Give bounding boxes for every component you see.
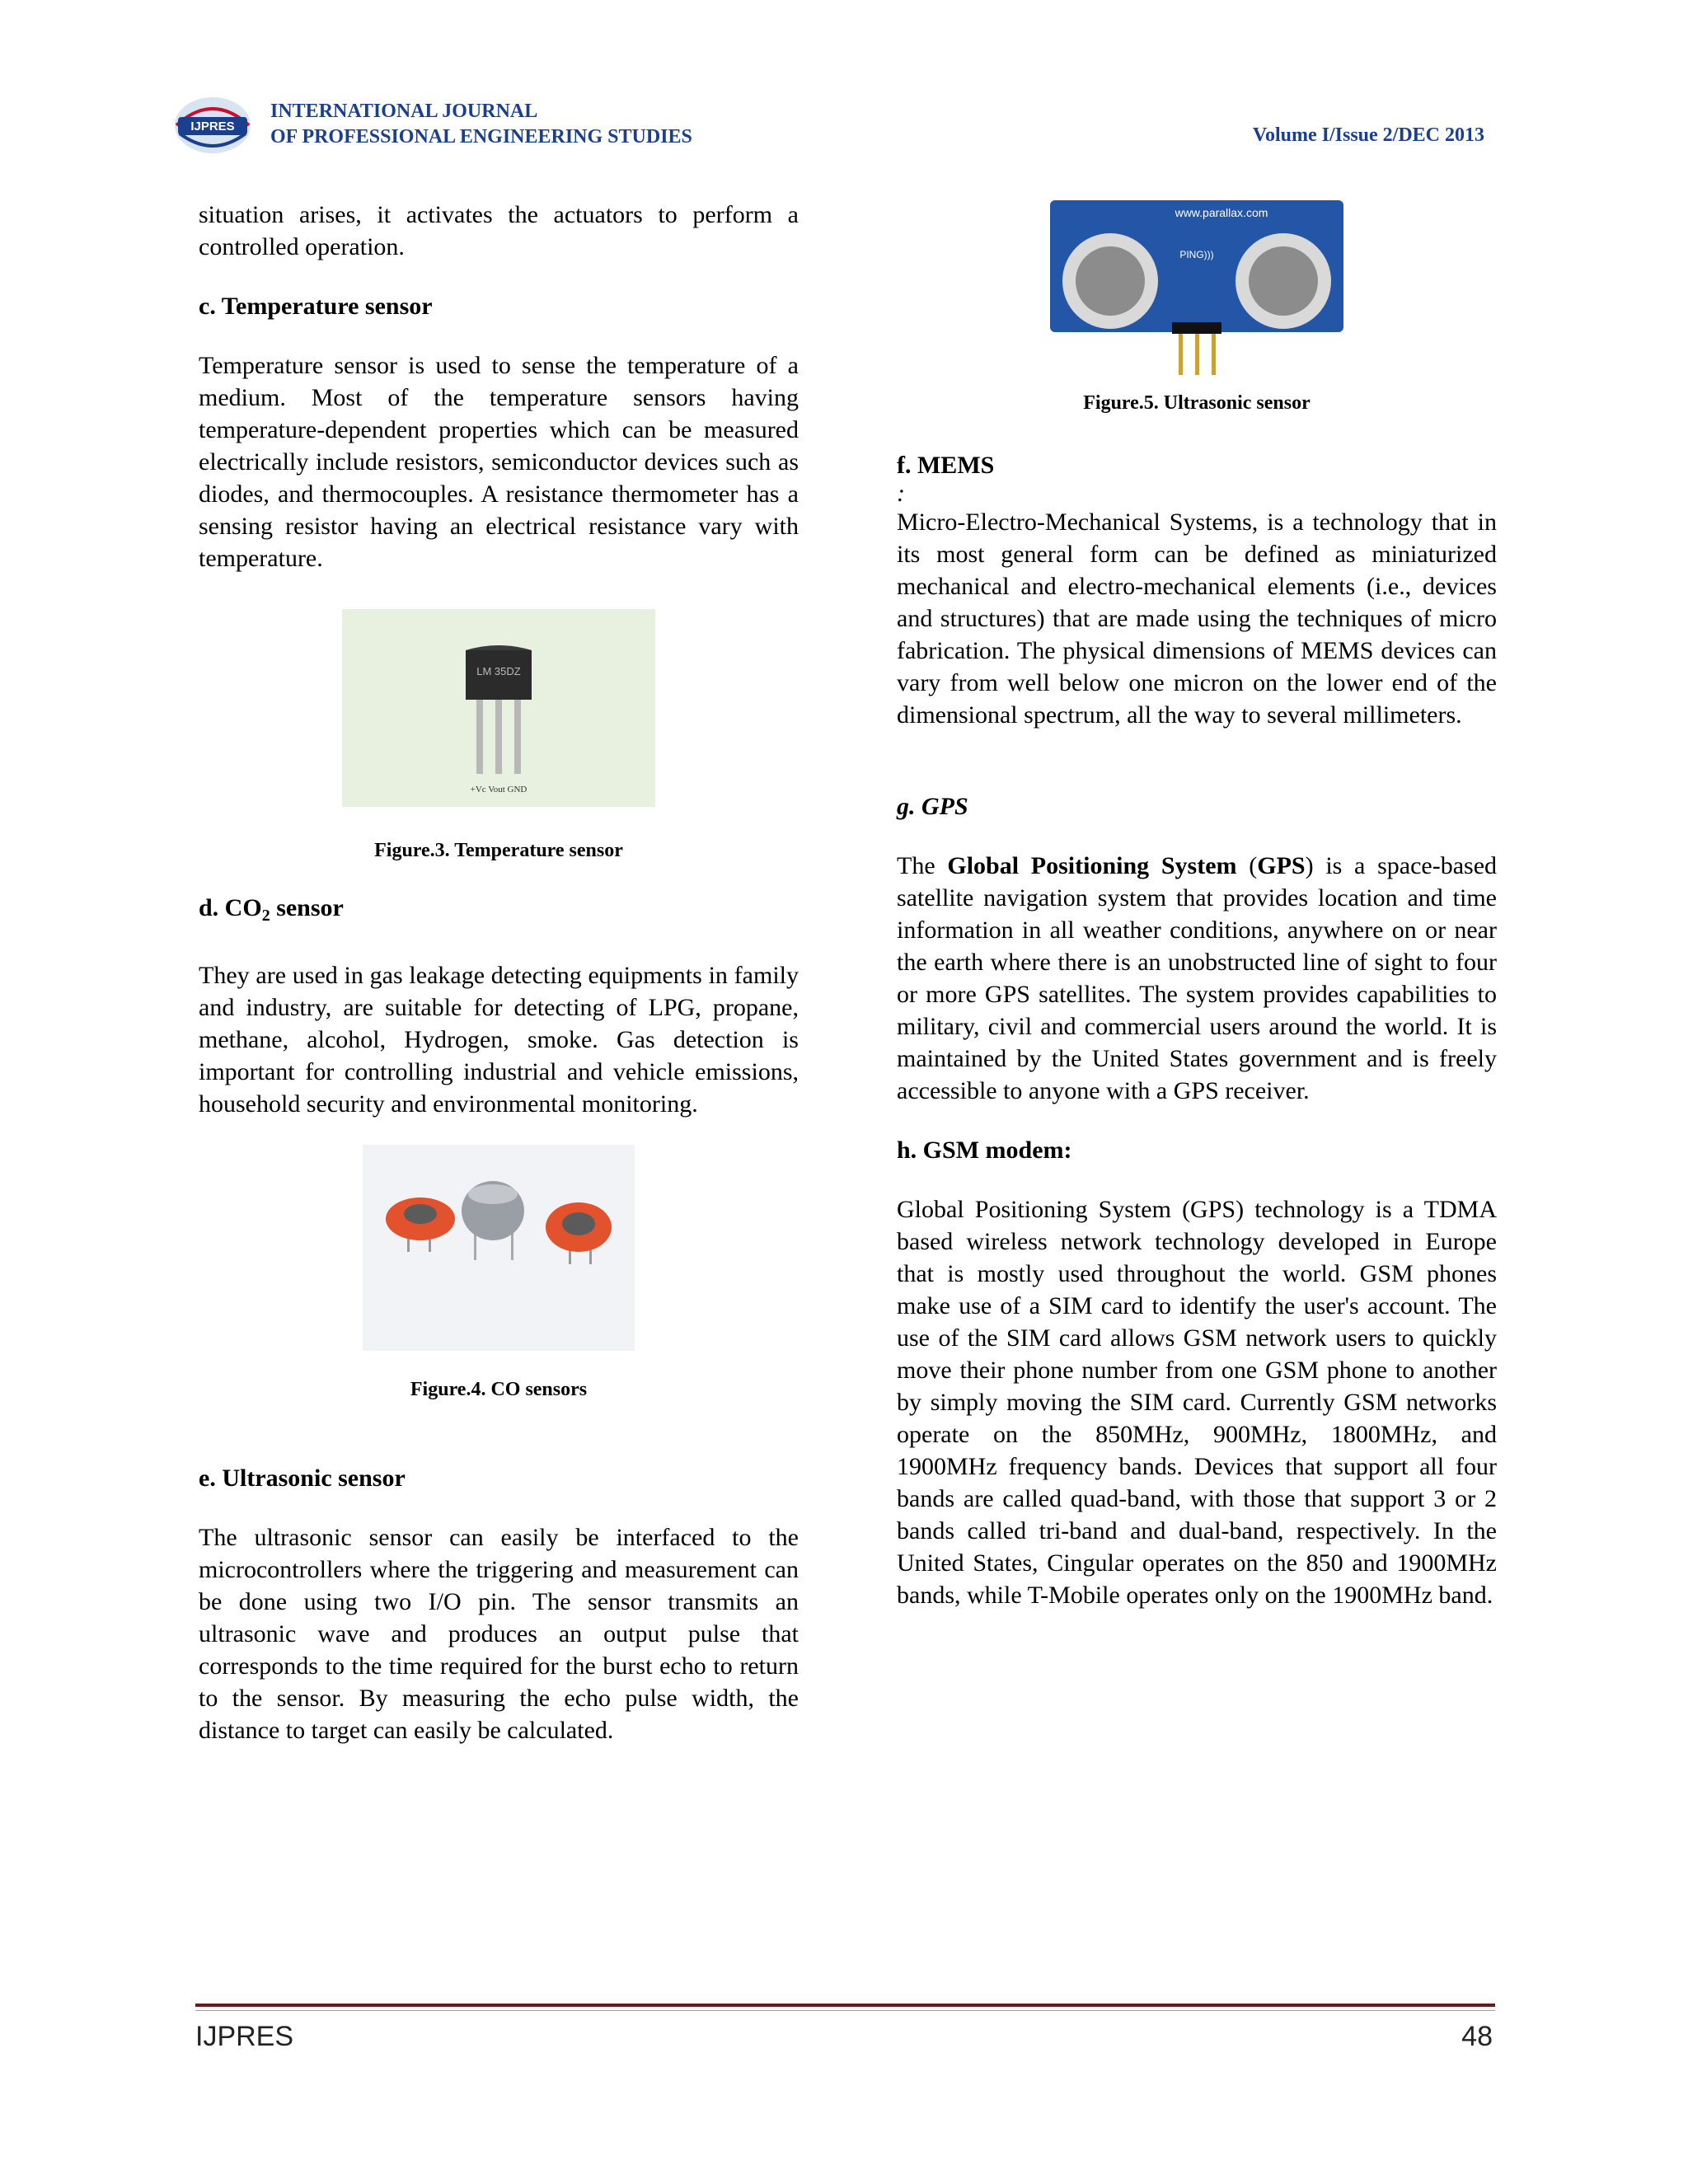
figure-5-caption: Figure.5. Ultrasonic sensor: [1083, 392, 1311, 414]
journal-title: INTERNATIONAL JOURNAL OF PROFESSIONAL ENGINEERING STUDIES: [270, 101, 692, 148]
left-column: [199, 199, 799, 1774]
page-number: 48: [1461, 2021, 1493, 2052]
section-g-text: The Global Positioning System (GPS) is a space-based satellite navigation system that provides location and time information in all weather conditions, anywhere on or near the earth where there is an unobstructed line of sight to four or more GPS satellites. The system provides capabilities to military, civil and commercial users around the world. It is maintained by the United States government and is freely accessible to anyone with a GPS receiver.: [897, 852, 1498, 1104]
footer-journal: IJPRES: [195, 2021, 294, 2052]
figure-4-caption: Figure.4. CO sensors: [410, 1379, 588, 1400]
ultrasonic-sensor-image: [1048, 199, 1345, 376]
section-c-text: Temperature sensor is used to sense the temperature of a medium. Most of the temperature sensors having temperature-dependent properties which can be measured electrically include resistors, semiconductor devices such as diodes, and thermocouples. A resistance thermometer has a sensing resistor having an electrical resistance vary with temperature.: [199, 352, 799, 572]
svg-text:LM 35DZ: LM 35DZ: [476, 665, 521, 677]
figure-3: [199, 609, 799, 807]
right-column: [897, 199, 1497, 1638]
section-h-text: Global Positioning System (GPS) technology is a TDMA based wireless network technology developed in Europe that is mostly used throughout the world. GSM phones make use of a SIM card to identify the user's account. The use of the SIM card allows GSM network users to quickly move their phone number from one GSM phone to another by simply moving the SIM card. Currently GSM networks operate on the 850MHz, 900MHz, 1800MHz, and 1900MHz frequency bands. Devices that support all four bands are called quad-band, with those that support 3 or 2 bands called tri-band and dual-band, respectively. In the United States, Cingular operates on the 850 and 1900MHz bands, while T-Mobile operates only on the 1900MHz band.: [897, 1196, 1497, 1609]
section-c-heading: c. Temperature sensor: [199, 293, 433, 320]
section-f-heading: f. MEMS: [897, 452, 995, 479]
figure-3-caption: Figure.3. Temperature sensor: [374, 840, 623, 861]
section-e-heading: e. Ultrasonic sensor: [199, 1465, 406, 1492]
ijpres-logo: [171, 92, 254, 158]
section-d-text: They are used in gas leakage detecting equipments in family and industry, are suitable for detecting of LPG, propane, methane, alcohol, Hydrogen, smoke. Gas detection is important for controlling industrial and vehicle emissions, household security and environmental monitoring.: [199, 962, 799, 1118]
svg-text:+Vc Vout GND: +Vc Vout GND: [470, 785, 528, 794]
svg-text:www.parallax.com: www.parallax.com: [1175, 206, 1268, 219]
footer-rule-thin: [195, 2010, 1495, 2011]
section-g-heading: g. GPS: [897, 793, 968, 820]
co-sensors-image: [363, 1145, 635, 1351]
figure-5: [897, 199, 1497, 376]
footer-rule: [195, 2004, 1495, 2007]
section-e-text: The ultrasonic sensor can easily be interfaced to the microcontrollers where the triggering and measurement can be done using two I/O pin. The sensor transmits an ultrasonic wave and produces an output pulse that corresponds to the time required for the burst echo to return to the sensor. By measuring the echo pulse width, the distance to target can easily be calculated.: [199, 1524, 799, 1744]
intro-paragraph: situation arises, it activates the actuators to perform a controlled operation.: [199, 201, 799, 260]
section-h-heading: h. GSM modem:: [897, 1137, 1072, 1164]
temperature-sensor-image: [342, 609, 655, 807]
section-f-text: Micro-Electro-Mechanical Systems, is a technology that in its most general form can be defined as miniaturized mechanical and electro-mechanical elements (i.e., devices and structures) that are made using the techniques of micro fabrication. The physical dimensions of MEMS devices can vary from well below one micron on the lower end of the dimensional spectrum, all the way to several millimeters.: [897, 509, 1497, 729]
volume-issue: Volume I/Issue 2/DEC 2013: [1252, 124, 1484, 146]
svg-text:PING))): PING))): [1179, 249, 1214, 260]
section-d-heading: d. $CO_2$ sensor: [199, 894, 344, 925]
section-f-colon: :: [897, 480, 905, 507]
svg-text:IJPRES: IJPRES: [190, 120, 235, 134]
figure-4: [199, 1145, 799, 1351]
